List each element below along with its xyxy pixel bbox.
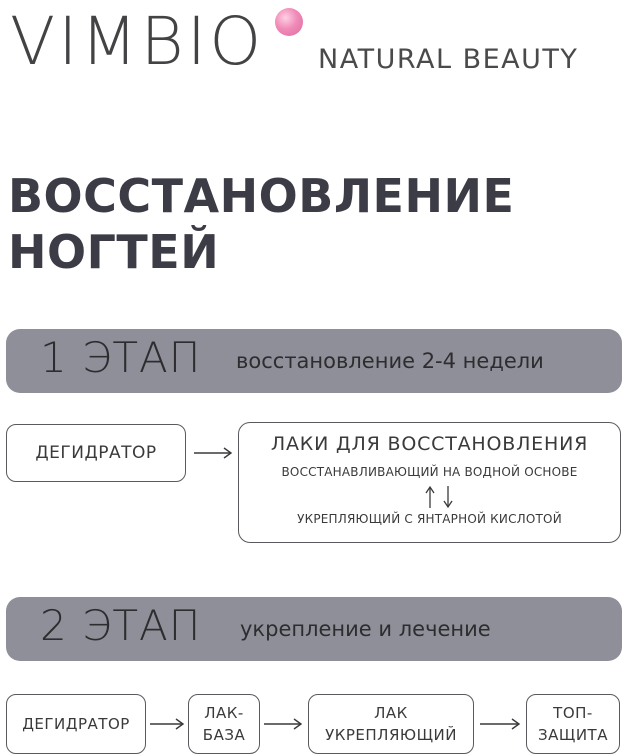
stage-2-step-strengthening [308,694,474,754]
stage-2-bar [6,597,622,661]
arrow-right-icon [262,717,306,731]
stage-1-dehydrator-box [6,424,186,482]
lacquers-title: ЛАКИ ДЛЯ ВОССТАНОВЛЕНИЯ [270,433,589,455]
step-label-line-2: УКРЕПЛЯЮЩИЙ [325,726,457,744]
stage-2-label: 2 ЭТАП [40,601,202,650]
step-label-line-1: ТОП- [553,704,593,722]
stage-2-step-top-coat [526,694,620,754]
stage-2-step-base [188,694,260,754]
stage-2-description: укрепление и лечение [240,617,491,641]
page-title [8,168,608,280]
arrow-right-icon [148,717,188,731]
stage-1-label: 1 ЭТАП [40,333,202,382]
step-label-line-2: ЗАЩИТА [538,726,608,744]
lacquer-option-strengthening: УКРЕПЛЯЮЩИЙ С ЯНТАРНОЙ КИСЛОТОЙ [297,512,562,526]
up-down-arrows-icon [420,485,460,509]
title-line-1: ВОССТАНОВЛЕНИЕ [8,169,515,223]
arrow-right-icon [478,717,524,731]
stage-1-dehydrator-label: ДЕГИДРАТОР [35,443,157,463]
stage-2-step-dehydrator [6,694,146,754]
brand-dot-icon [275,8,303,36]
arrow-right-icon [192,446,236,460]
step-label-line-1: ЛАК [374,704,408,722]
step-label: ДЕГИДРАТОР [22,715,130,733]
stage-1-lacquers-box [238,422,621,543]
stage-1-description: восстановление 2-4 недели [236,349,544,373]
brand-tagline: NATURAL BEAUTY [318,44,579,75]
stage-1-bar [6,329,622,393]
brand-logo: VIMBIO [10,3,265,80]
title-line-2: НОГТЕЙ [8,225,220,279]
step-label-line-1: ЛАК- [204,704,244,722]
step-label-line-2: БАЗА [202,726,246,744]
lacquer-option-restoring: ВОССТАНАВЛИВАЮЩИЙ НА ВОДНОЙ ОСНОВЕ [281,465,578,479]
